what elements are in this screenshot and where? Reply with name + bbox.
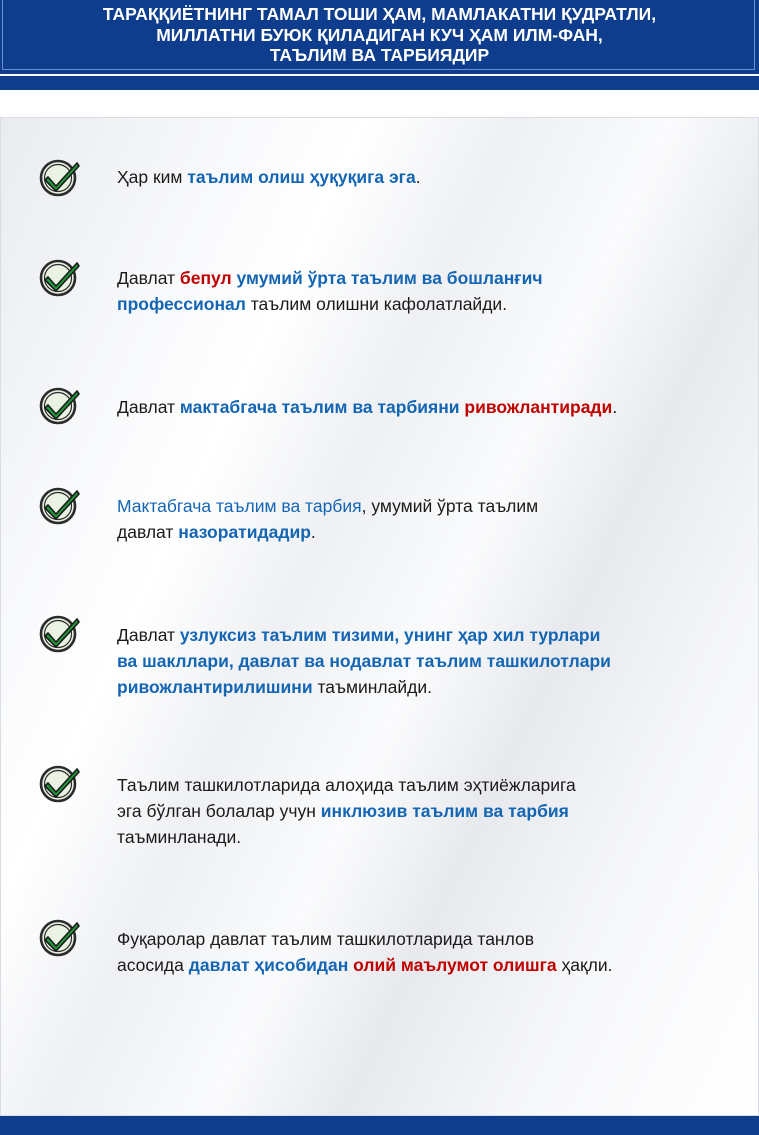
item-text: Мактабгача таълим ва тарбия, умумий ўрта таълим давлат назоратидадир. xyxy=(117,496,539,542)
check-circle-icon xyxy=(38,484,82,528)
page-title xyxy=(0,4,759,66)
header-strip xyxy=(0,76,759,90)
item-text: Ҳар ким таълим олиш ҳуқуқига эга. xyxy=(117,167,421,187)
item-text: Давлат узлуксиз таълим тизими, унинг ҳар хил турлари ва шакллари, давлат ва нодавлат таълим ташкилотлари ривожлантирилишини таъминлайди. xyxy=(117,625,611,697)
item-text: Таълим ташкилотларида алоҳида таълим эҳтиёжларига эга бўлган болалар учун инклюзив таълим ва тарбия таъминланади. xyxy=(117,775,576,847)
item-text: Давлат бепул умумий ўрта таълим ва бошланғич профессионал таълим олишни кафолатлайди. xyxy=(117,268,543,314)
header-banner xyxy=(0,0,759,76)
check-circle-icon xyxy=(38,612,82,656)
item-text: Давлат мактабгача таълим ва тарбияни ривожлантиради. xyxy=(117,397,618,417)
check-circle-icon xyxy=(38,384,82,428)
title-line-3: ТАЪЛИМ ВА ТАРБИЯДИР xyxy=(269,45,490,65)
title-line-1: ТАРАҚҚИЁТНИНГ ТАМАЛ ТОШИ ҲАМ, МАМЛАКАТНИ ҚУДРАТЛИ, xyxy=(102,4,657,24)
check-circle-icon xyxy=(38,762,82,806)
footer-bar xyxy=(0,1116,759,1135)
title-line-2: МИЛЛАТНИ БУЮК ҚИЛАДИГАН КУЧ ҲАМ ИЛМ-ФАН, xyxy=(156,24,603,45)
check-circle-icon xyxy=(38,916,82,960)
check-circle-icon xyxy=(38,156,82,200)
check-circle-icon xyxy=(38,256,82,300)
item-text: Фуқаролар давлат таълим ташкилотларида танлов асосида давлат ҳисобидан олий маълумот олишга ҳақли. xyxy=(117,929,613,975)
